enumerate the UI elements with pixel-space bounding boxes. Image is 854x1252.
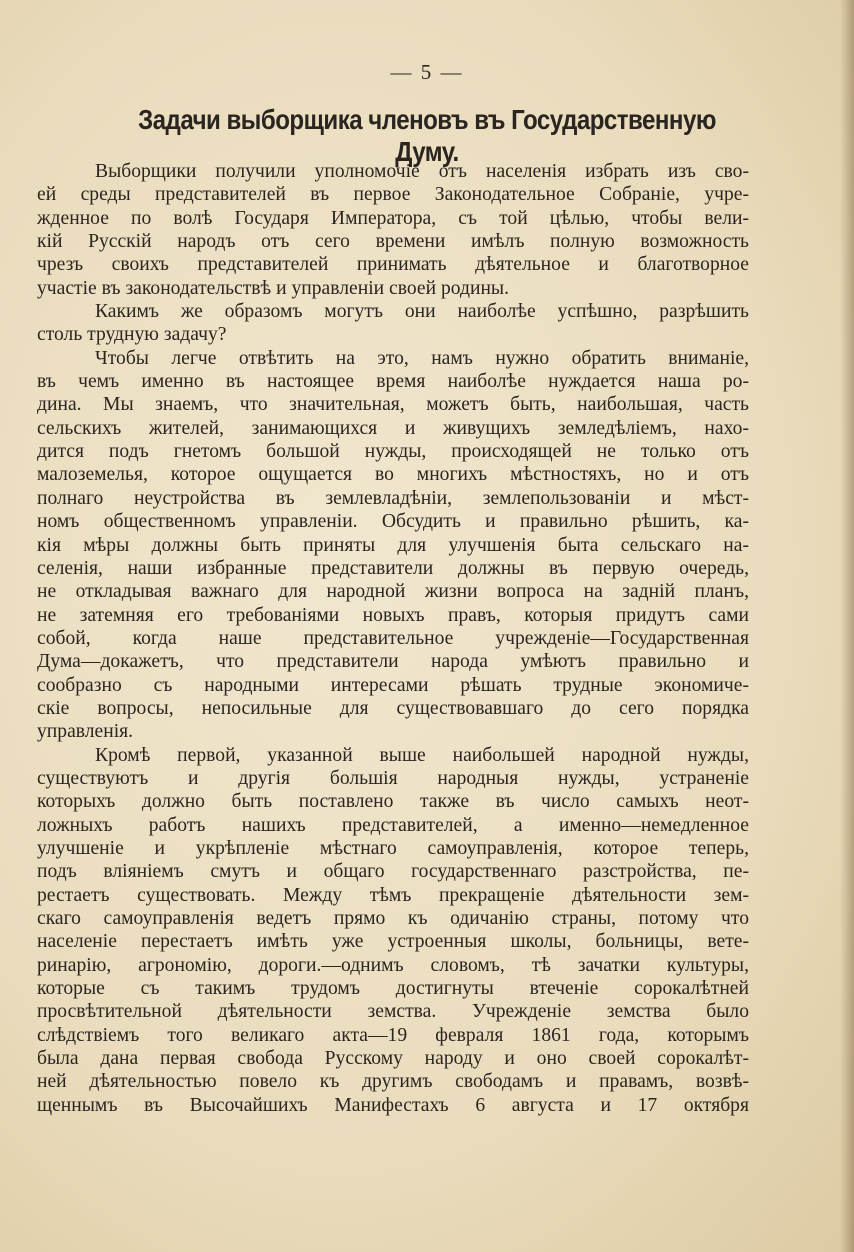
page-number: — 5 — xyxy=(390,60,464,84)
text-line: номъ общественномъ управленіи. Обсудить и правильно рѣшить, ка- xyxy=(37,511,749,533)
text-line: жденное по волѣ Государя Императора, съ той цѣлью, чтобы вели- xyxy=(37,207,749,229)
body-text xyxy=(37,160,749,1117)
text-line: управленія. xyxy=(37,721,134,743)
page-title: Задачи выборщика членовъ въ Государственную Думу. xyxy=(138,104,716,167)
text-line: не откладывая важнаго для народной жизни вопроса на задній планъ, xyxy=(37,581,749,603)
text-line: Дума—докажетъ, что представители народа умѣютъ правильно и xyxy=(37,651,749,673)
text-line: сообразно съ народными интересами рѣшать трудные экономиче- xyxy=(37,674,749,696)
text-line: столь трудную задачу? xyxy=(37,324,227,346)
text-line: существуютъ и другія большія народныя нужды, устраненіе xyxy=(37,767,749,789)
text-line: населеніе перестаетъ имѣть уже устроенныя школы, больницы, вете- xyxy=(37,931,749,953)
text-line: просвѣтительной дѣятельности земства. Учрежденіе земства было xyxy=(37,1001,749,1023)
text-line: скаго самоуправленія ведетъ прямо къ одичанію страны, потому что xyxy=(37,908,749,929)
text-line: собой, когда наше представительное учрежденіе—Государственная xyxy=(37,627,749,649)
text-line: дина. Мы знаемъ, что значительная, можетъ быть, наибольшая, часть xyxy=(37,394,749,416)
text-line: ринарію, агрономію, дороги.—однимъ словомъ, тѣ зачатки культуры, xyxy=(37,954,749,976)
text-line: была дана первая свобода Русскому народу и оно своей сорокалѣт- xyxy=(37,1048,749,1070)
text-line: подъ вліяніемъ смутъ и общаго государственнаго разстройства, пе- xyxy=(37,861,749,883)
text-line: Выборщики получили уполномочіе отъ населенія избрать изъ сво- xyxy=(95,161,749,182)
text-line: селенія, наши избранные представители должны въ первую очередь, xyxy=(37,557,749,579)
text-line: слѣдствіемъ того великаго акта—19 февраля 1861 года, которымъ xyxy=(37,1024,749,1046)
text-line: не затемняя его требованіями новыхъ правъ, которыя придутъ сами xyxy=(37,604,749,626)
text-line: въ чемъ именно въ настоящее время наиболѣе нуждается наша ро- xyxy=(37,371,749,393)
text-line: Чтобы легче отвѣтить на это, намъ нужно обратить вниманіе, xyxy=(95,347,749,369)
text-line: щеннымъ въ Высочайшихъ Манифестахъ 6 августа и 17 октября xyxy=(37,1094,749,1116)
text-line: сельскихъ жителей, занимающихся и живущихъ земледѣліемъ, нахо- xyxy=(37,417,749,439)
text-line: которыхъ должно быть поставлено также въ число самыхъ неот- xyxy=(37,791,749,813)
text-line: кій Русскій народъ отъ сего времени имѣлъ полную возможность xyxy=(37,231,749,253)
text-line: кія мѣры должны быть приняты для улучшенія быта сельскаго на- xyxy=(37,534,749,556)
text-line: Кромѣ первой, указанной выше наибольшей народной нужды, xyxy=(95,744,749,766)
text-line: Какимъ же образомъ могутъ они наиболѣе успѣшно, разрѣшить xyxy=(95,301,749,323)
text-line: дится подъ гнетомъ большой нужды, происходящей не только отъ xyxy=(37,441,749,463)
text-line: скіе вопросы, непосильные для существовавшаго до сего порядка xyxy=(37,697,749,719)
text-line: чрезъ своихъ представителей принимать дѣятельное и благотворное xyxy=(37,254,749,276)
text-line: ложныхъ работъ нашихъ представителей, а именно—немедленное xyxy=(37,814,749,836)
text-line: ей среды представителей въ первое Законодательное Собраніе, учре- xyxy=(37,184,749,206)
text-line: участіе въ законодательствѣ и управленіи своей родины. xyxy=(37,277,509,299)
text-line: которые съ такимъ трудомъ достигнуты втеченіе сорокалѣтней xyxy=(37,978,749,1000)
text-line: рестаетъ существовать. Между тѣмъ прекращеніе дѣятельности зем- xyxy=(37,884,749,906)
text-line: ней дѣятельностью повело къ другимъ свободамъ и правамъ, возвѣ- xyxy=(37,1071,749,1093)
text-line: полнаго неустройства въ землевладѣніи, землепользованіи и мѣст- xyxy=(37,487,749,509)
text-line: улучшеніе и укрѣпленіе мѣстнаго самоуправленія, которое теперь, xyxy=(37,837,749,859)
text-line: малоземелья, которое ощущается во многихъ мѣстностяхъ, но и отъ xyxy=(37,464,749,486)
